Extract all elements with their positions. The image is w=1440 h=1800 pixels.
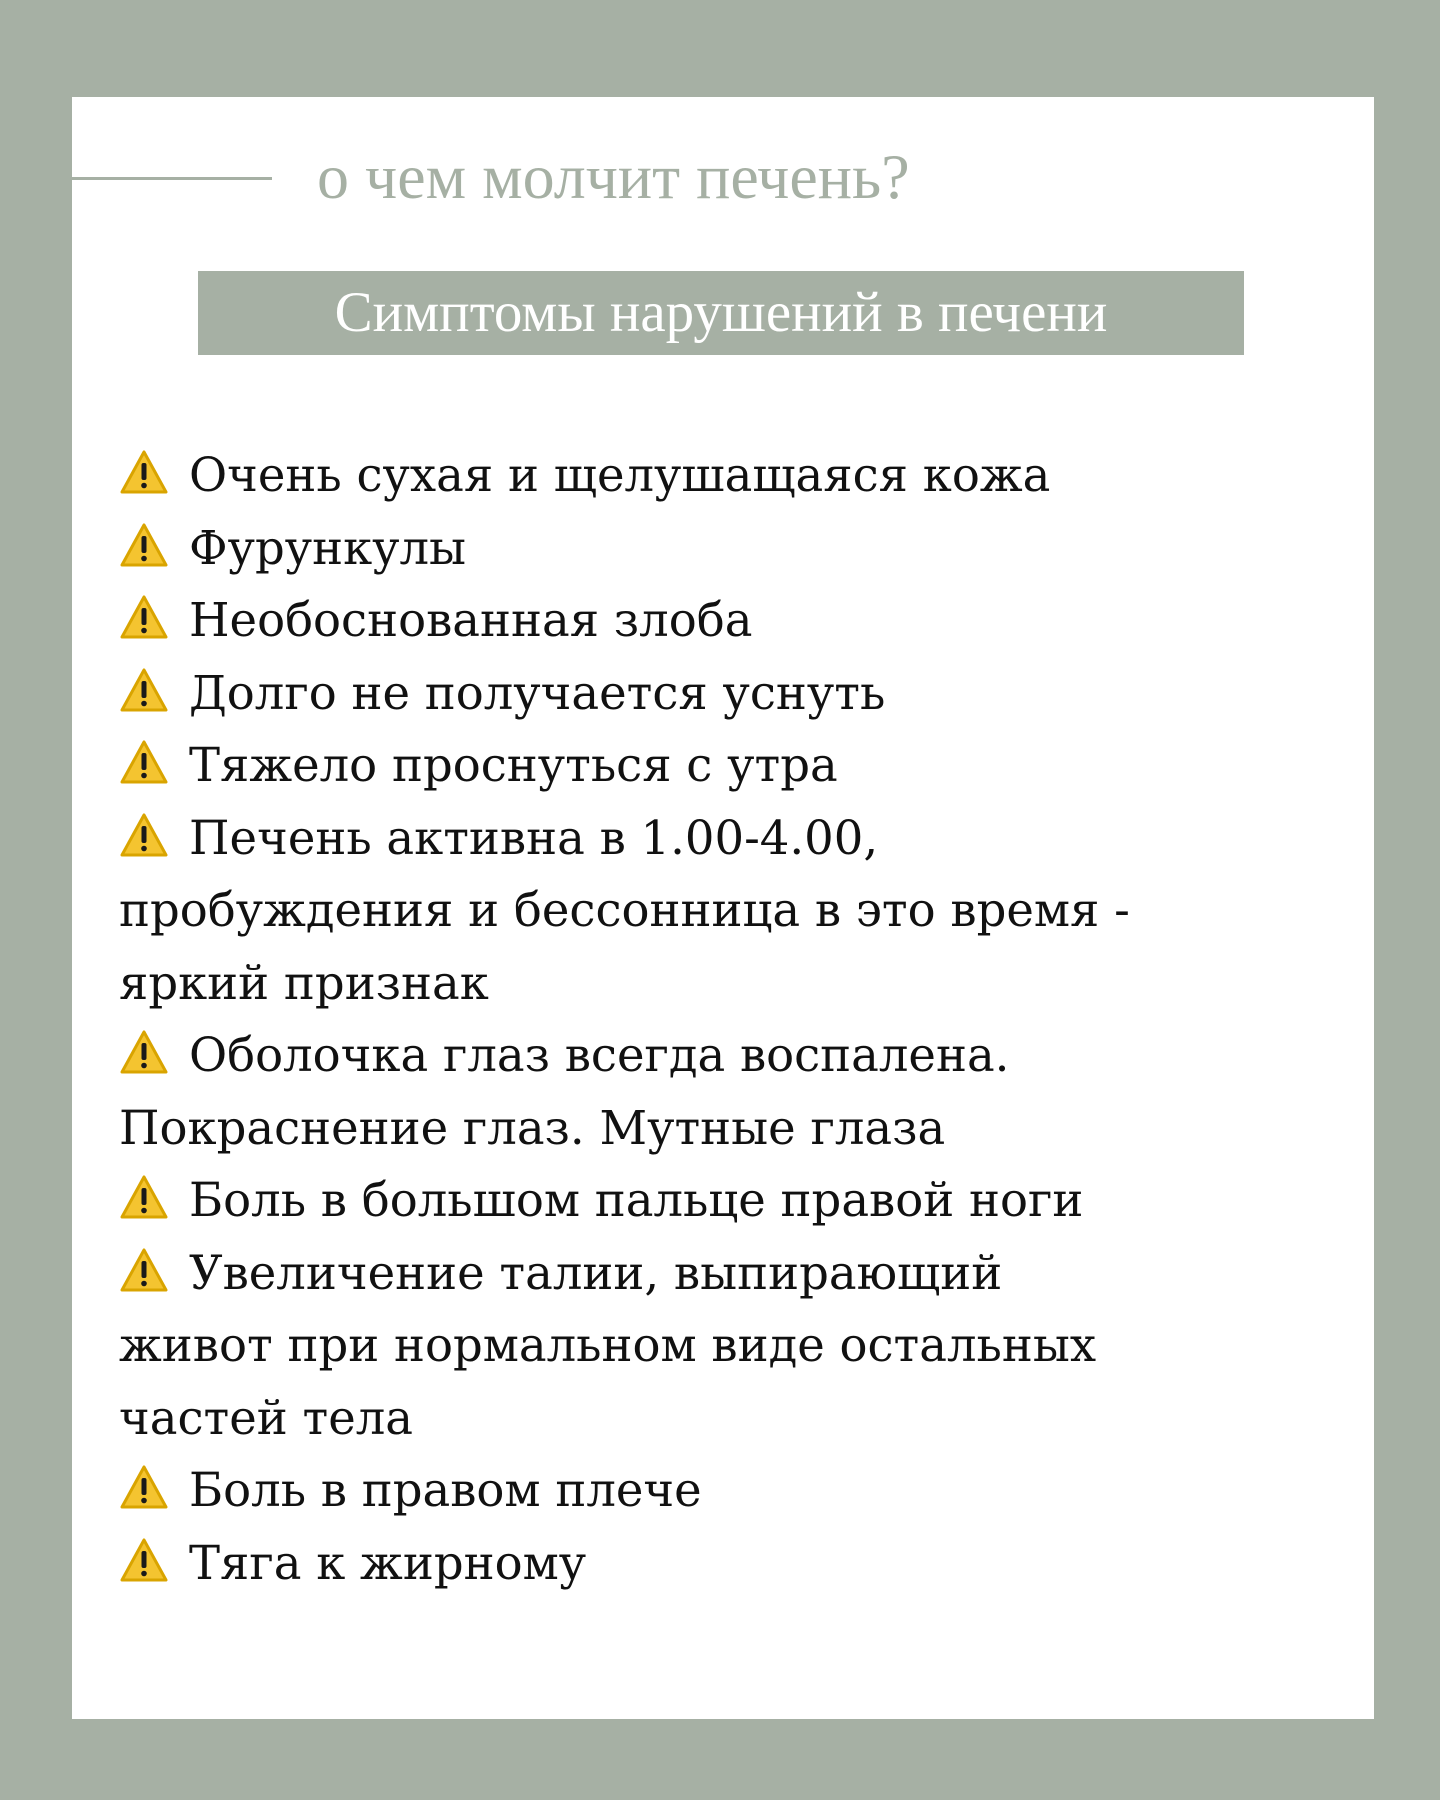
- warning-icon: [119, 667, 169, 713]
- symptom-item-continuation: [119, 1309, 1359, 1382]
- symptom-text: Тяжело проснуться с утра: [189, 738, 838, 792]
- symptom-list: [119, 439, 1359, 1599]
- symptom-text: частей тела: [119, 1390, 414, 1445]
- warning-icon: [119, 522, 169, 568]
- symptom-text: Боль в большом пальце правой ноги: [189, 1173, 1084, 1227]
- symptom-item: [119, 1237, 1359, 1310]
- symptom-text: пробуждения и бессонница в это время -: [119, 883, 1130, 937]
- symptom-item-continuation: [119, 874, 1359, 947]
- symptom-item: [119, 439, 1359, 512]
- warning-icon: [119, 1247, 169, 1293]
- symptom-text: Печень активна в 1.00-4.00,: [189, 810, 879, 865]
- page-title: о чем молчит печень?: [317, 141, 910, 212]
- warning-icon: [119, 739, 169, 785]
- warning-icon: [119, 1029, 169, 1075]
- symptom-text: Оболочка глаз всегда воспалена.: [189, 1028, 1010, 1082]
- symptom-text: Фурункулы: [189, 520, 467, 575]
- warning-icon: [119, 1464, 169, 1510]
- symptom-text: Покраснение глаз. Мутные глаза: [119, 1100, 946, 1155]
- subtitle-banner: Симптомы нарушений в печени: [198, 271, 1244, 355]
- symptom-item-continuation: [119, 947, 1359, 1020]
- symptom-text: Боль в правом плече: [189, 1463, 702, 1517]
- symptom-item: [119, 1527, 1359, 1600]
- symptom-text: Очень сухая и щелушащаяся кожа: [189, 448, 1051, 502]
- warning-icon: [119, 594, 169, 640]
- symptom-text: Необоснованная злоба: [189, 593, 753, 647]
- title-rule: [72, 177, 272, 180]
- warning-icon: [119, 449, 169, 495]
- symptom-item-continuation: [119, 1092, 1359, 1165]
- symptom-item: [119, 729, 1359, 802]
- warning-icon: [119, 1537, 169, 1583]
- warning-icon: [119, 1174, 169, 1220]
- symptom-item-continuation: [119, 1382, 1359, 1455]
- symptom-item: [119, 1019, 1359, 1092]
- warning-icon: [119, 812, 169, 858]
- symptom-text: Увеличение талии, выпирающий: [189, 1245, 1003, 1300]
- symptom-item: [119, 584, 1359, 657]
- symptom-text: Долго не получается уснуть: [189, 665, 886, 720]
- symptom-item: [119, 1454, 1359, 1527]
- symptom-item: [119, 657, 1359, 730]
- symptom-text: живот при нормальном виде остальных: [119, 1318, 1097, 1372]
- symptom-item: [119, 512, 1359, 585]
- symptom-text: яркий признак: [119, 955, 489, 1010]
- symptom-text: Тяга к жирному: [189, 1535, 587, 1590]
- symptom-item: [119, 802, 1359, 875]
- content-card: [72, 97, 1374, 1719]
- symptom-item: [119, 1164, 1359, 1237]
